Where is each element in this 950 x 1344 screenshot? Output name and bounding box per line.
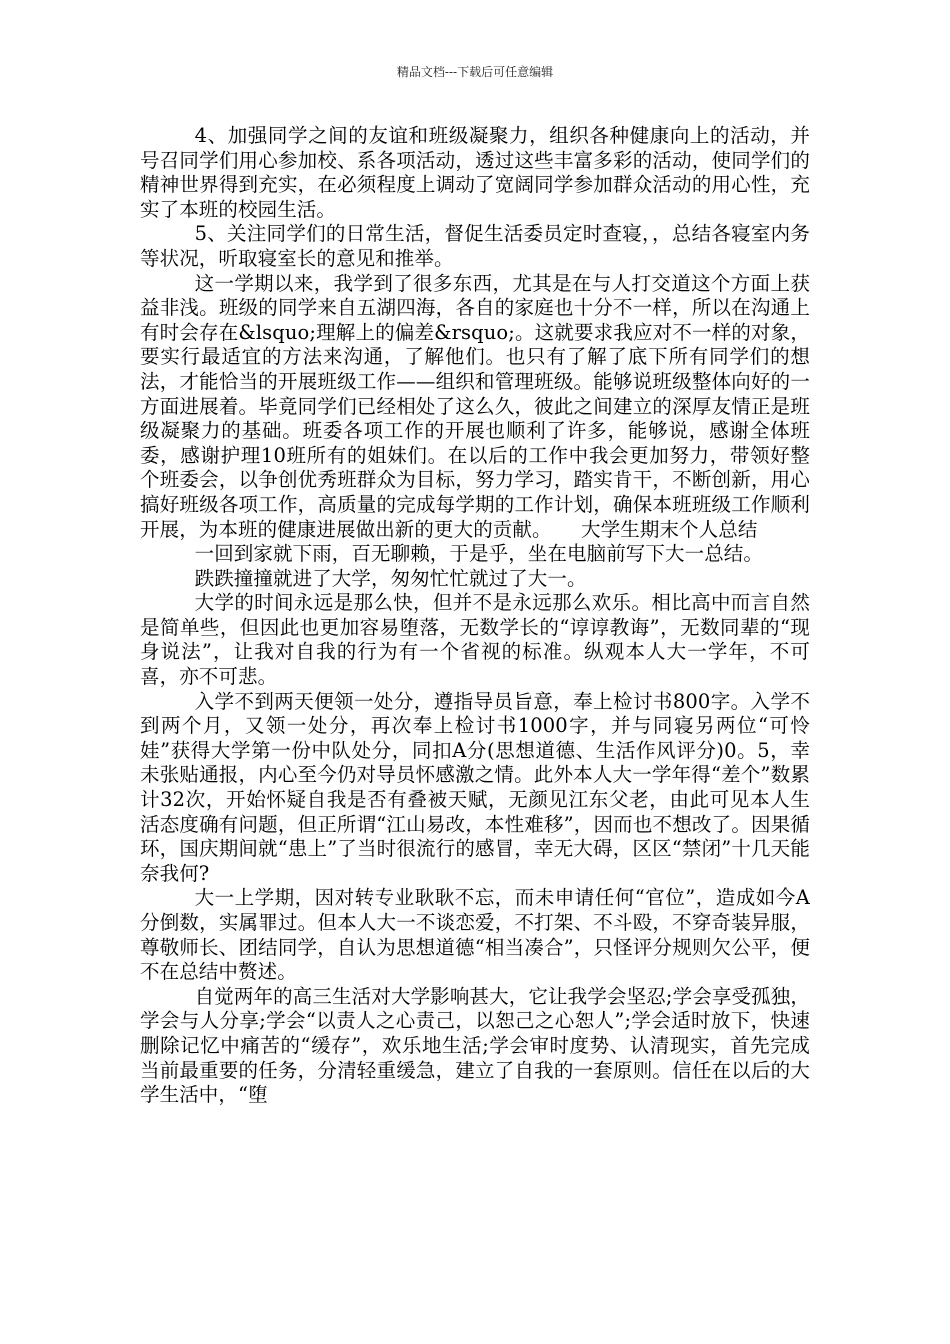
paragraph-2: 5、关注同学们的日常生活，督促生活委员定时查寝，，总结各寝室内务等状况，听取寝室长的意见和推举。 bbox=[140, 222, 810, 270]
paragraph-9: 自觉两年的高三生活对大学影响甚大，它让我学会坚忍;学会享受孤独，学会与人分享;学会“以责人之心责己，以恕己之心恕人”;学会适时放下，快速删除记忆中痛苦的“缓存”，欢乐地生活;学会审时度势、认清现实，首先完成当前最重要的任务，分清轻重缓急，建立了自我的一套原则。信任在以后的大学生活中，“堕 bbox=[140, 984, 810, 1107]
paragraph-8: 大一上学期，因对转专业耿耿不忘，而未申请任何“官位”，造成如今A分倒数，实属罪过。但本人大一不谈恋爱，不打架、不斗殴，不穿奇装异服，尊敬师长、团结同学，自认为思想道德“相当凑合”，只怪评分规则欠公平，便不在总结中赘述。 bbox=[140, 886, 810, 984]
paragraph-1: 4、加强同学之间的友谊和班级凝聚力，组织各种健康向上的活动，并号召同学们用心参加校、系各项活动，透过这些丰富多彩的活动，使同学们的精神世界得到充实，在必须程度上调动了宽阔同学参加群众活动的用心性，充实了本班的校园生活。 bbox=[140, 124, 810, 221]
paragraph-5: 跌跌撞撞就进了大学，匆匆忙忙就过了大一。 bbox=[194, 566, 587, 590]
paragraph-4: 一回到家就下雨，百无聊赖，于是乎，坐在电脑前写下大一总结。 bbox=[194, 542, 763, 566]
paragraph-7: 入学不到两天便领一处分，遵指导员旨意，奉上检讨书800字。入学不到两个月，又领一处分，再次奉上检讨书1000字，并与同寝另两位“可怜娃”获得大学第一份中队处分，同扣A分(思想道德、生活作风评分)0。5，幸未张贴通报，内心至今仍对导员怀感激之情。此外本人大一学年得“差个”数累计32次，开始怀疑自我是否有叠被天赋，无颜见江东父老，由此可见本人生活态度确有问题，但正所谓“江山易改，本性难移”，因而也不想改了。因果循环，国庆期间就“患上”了当时很流行的感冒，幸无大碍，区区“禁闭”十几天能奈我何? bbox=[140, 689, 810, 885]
document-body bbox=[140, 124, 810, 1108]
paragraph-6: 大学的时间永远是那么快，但并不是永远那么欢乐。相比高中而言自然是简单些，但因此也更加容易堕落，无数学长的“谆谆教诲”，无数同辈的“现身说法”，让我对自我的行为有一个省视的标准。纵观本人大一学年，不可喜，亦不可悲。 bbox=[140, 591, 810, 689]
page-header: 精品文档---下载后可任意编辑 bbox=[396, 65, 554, 79]
paragraph-3: 这一学期以来，我学到了很多东西，尤其是在与人打交道这个方面上获益非浅。班级的同学来自五湖四海，各自的家庭也十分不一样，所以在沟通上有时会存在&lsquo;理解上的偏差&rsquo;。这就要求我应对不一样的对象，要实行最适宜的方法来沟通，了解他们。也只有了解了底下所有同学们的想法，才能恰当的开展班级工作——组织和管理班级。能够说班级整体向好的一方面进展着。毕竟同学们已经相处了这么久，彼此之间建立的深厚友情正是班级凝聚力的基础。班委各项工作的开展也顺利了许多，能够说，感谢全体班委，感谢护理10班所有的姐妹们。在以后的工作中我会更加努力，带领好整个班委会，以争创优秀班群众为目标，努力学习，踏实肯干，不断创新，用心搞好班级各项工作，高质量的完成每学期的工作计划，确保本班班级工作顺利开展，为本班的健康进展做出新的更大的贡献。 大学生期末个人总结 bbox=[140, 271, 810, 541]
